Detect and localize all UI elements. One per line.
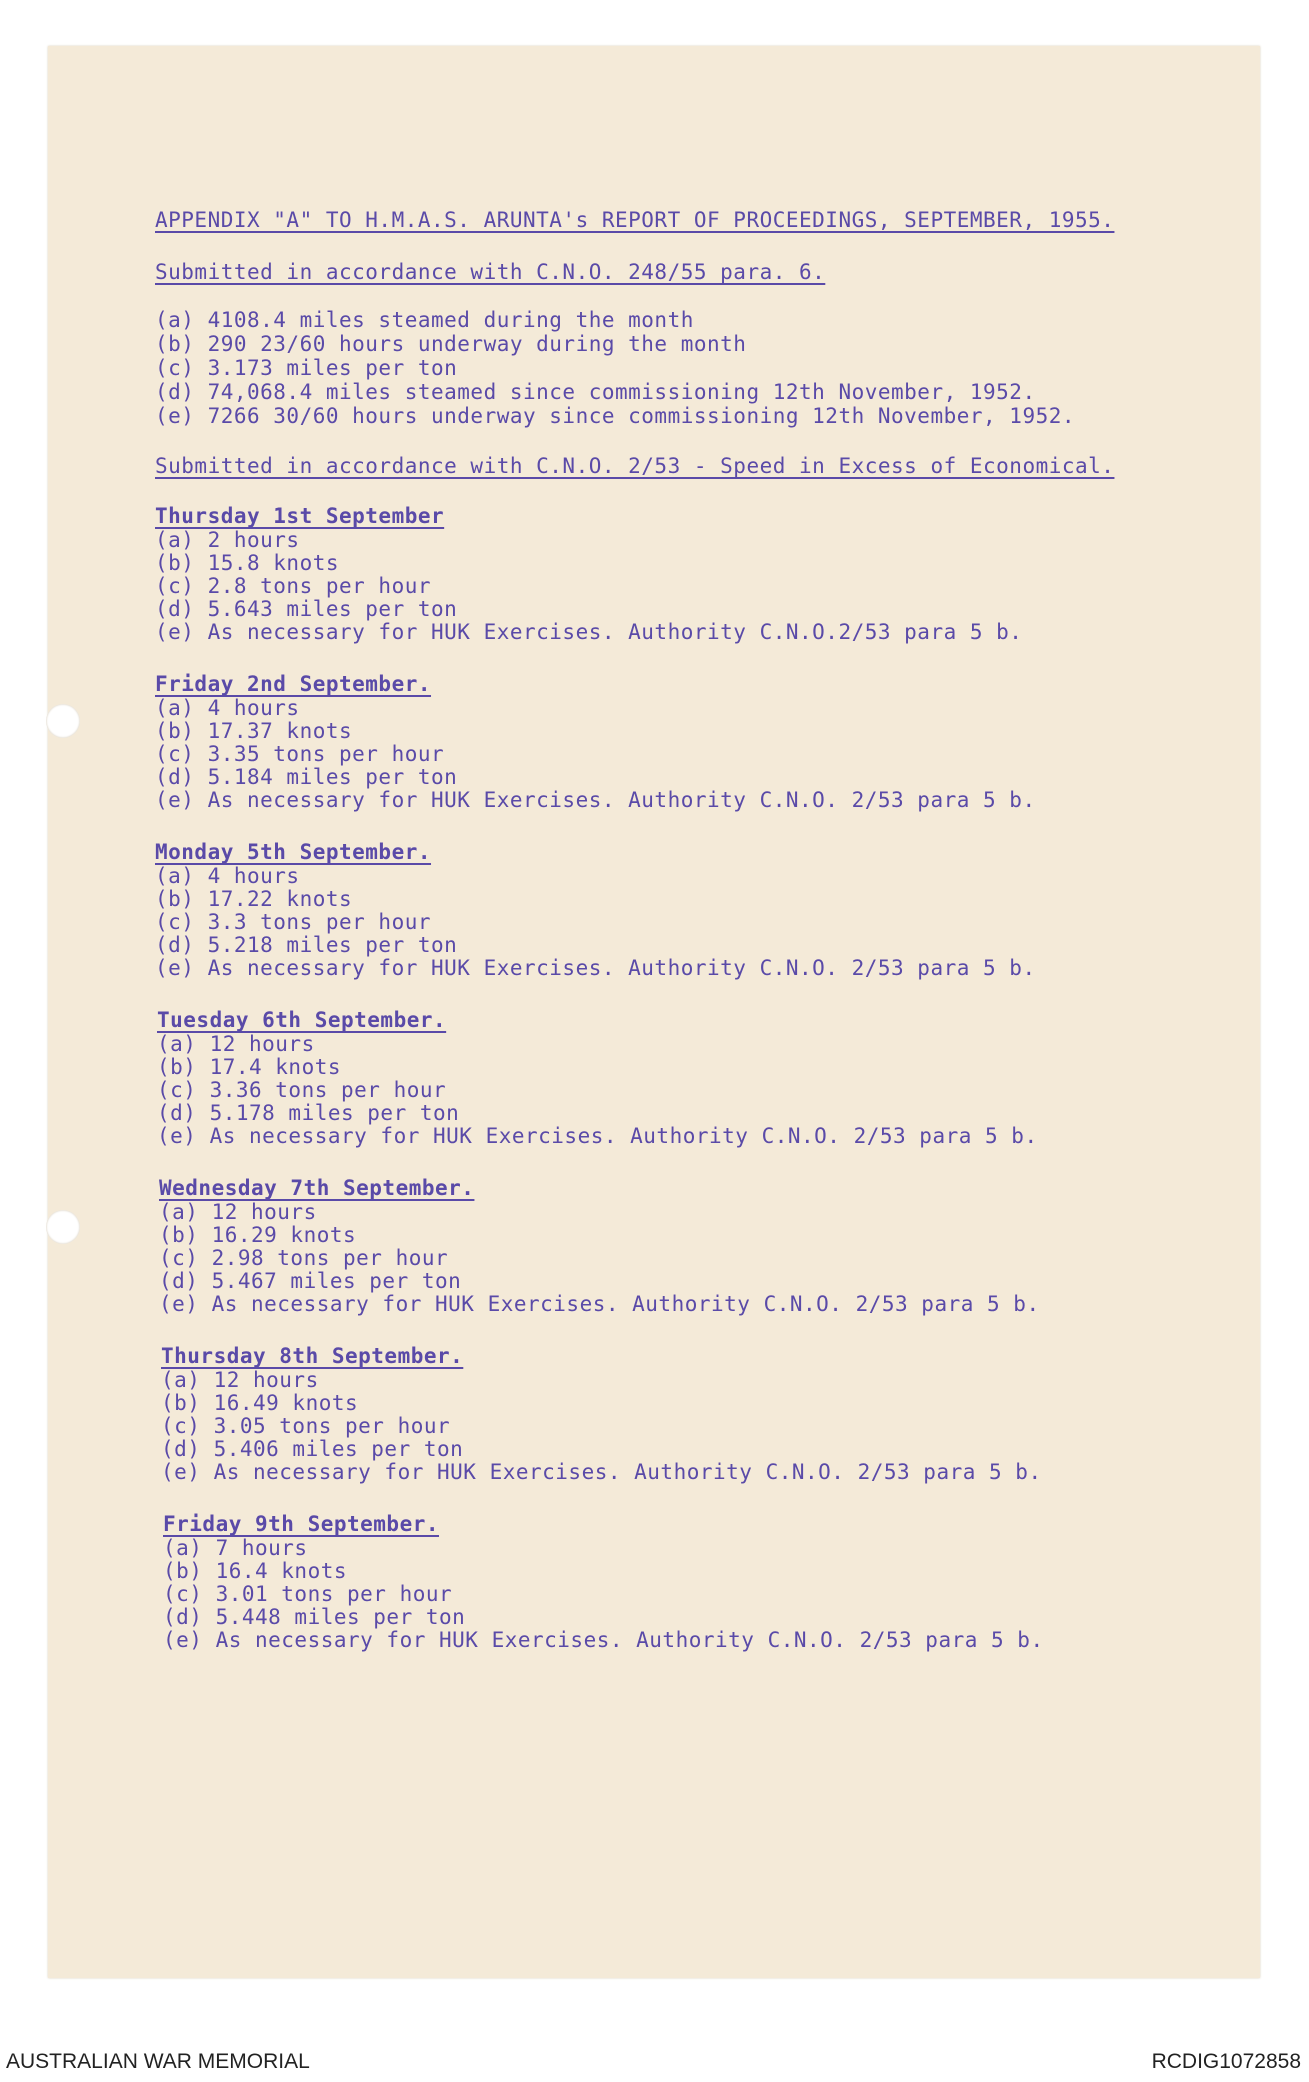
list-item: (d) 5.406 miles per ton (161, 1437, 464, 1461)
list-item: (b) 16.4 knots (163, 1559, 348, 1583)
list-item: (c) 3.36 tons per hour (157, 1078, 447, 1102)
day-heading: Friday 9th September. (163, 1512, 440, 1536)
list-item: (b) 17.22 knots (155, 887, 353, 911)
list-item: (c) 3.3 tons per hour (155, 910, 432, 934)
section-heading-cno-2-53: Submitted in accordance with C.N.O. 2/53 - Speed in Excess of Economical. (155, 454, 1115, 478)
list-item: (d) 74,068.4 miles steamed since commissioning 12th November, 1952. (155, 380, 1036, 404)
list-item: (a) 4 hours (155, 696, 300, 720)
list-item: (a) 2 hours (155, 528, 300, 552)
list-item: (e) 7266 30/60 hours underway since commissioning 12th November, 1952. (155, 404, 1076, 428)
list-item: (a) 7 hours (163, 1536, 308, 1560)
day-heading: Tuesday 6th September. (157, 1008, 447, 1032)
list-item: (e) As necessary for HUK Exercises. Authority C.N.O.2/53 para 5 b. (155, 620, 1023, 644)
list-item: (e) As necessary for HUK Exercises. Authority C.N.O. 2/53 para 5 b. (159, 1292, 1040, 1316)
day-heading: Wednesday 7th September. (159, 1176, 475, 1200)
list-item: (e) As necessary for HUK Exercises. Authority C.N.O. 2/53 para 5 b. (155, 956, 1036, 980)
list-item: (a) 12 hours (161, 1368, 319, 1392)
list-item: (a) 4 hours (155, 864, 300, 888)
day-heading: Friday 2nd September. (155, 672, 432, 696)
list-item: (c) 3.35 tons per hour (155, 742, 445, 766)
list-item: (d) 5.184 miles per ton (155, 765, 458, 789)
list-item: (e) As necessary for HUK Exercises. Authority C.N.O. 2/53 para 5 b. (161, 1460, 1042, 1484)
list-item: (d) 5.643 miles per ton (155, 597, 458, 621)
list-item: (a) 12 hours (159, 1200, 317, 1224)
list-item: (d) 5.218 miles per ton (155, 933, 458, 957)
document-title: APPENDIX "A" TO H.M.A.S. ARUNTA's REPORT OF PROCEEDINGS, SEPTEMBER, 1955. (155, 208, 1115, 232)
document-body (48, 46, 1260, 1978)
day-heading: Monday 5th September. (155, 840, 432, 864)
list-item: (b) 17.4 knots (157, 1055, 342, 1079)
list-item: (e) As necessary for HUK Exercises. Authority C.N.O. 2/53 para 5 b. (163, 1628, 1044, 1652)
list-item: (e) As necessary for HUK Exercises. Authority C.N.O. 2/53 para 5 b. (155, 788, 1036, 812)
list-item: (b) 16.49 knots (161, 1391, 359, 1415)
document-page (48, 46, 1260, 1978)
list-item: (d) 5.448 miles per ton (163, 1605, 466, 1629)
section-heading-cno-248: Submitted in accordance with C.N.O. 248/55 para. 6. (155, 260, 826, 284)
list-item: (e) As necessary for HUK Exercises. Authority C.N.O. 2/53 para 5 b. (157, 1124, 1038, 1148)
list-item: (a) 4108.4 miles steamed during the month (155, 308, 694, 332)
list-item: (d) 5.178 miles per ton (157, 1101, 460, 1125)
list-item: (b) 290 23/60 hours underway during the month (155, 332, 747, 356)
list-item: (c) 3.05 tons per hour (161, 1414, 451, 1438)
list-item: (c) 2.98 tons per hour (159, 1246, 449, 1270)
footer-record-id: RCDIG1072858 (1151, 2050, 1301, 2073)
list-item: (d) 5.467 miles per ton (159, 1269, 462, 1293)
day-heading: Thursday 8th September. (161, 1344, 464, 1368)
list-item: (c) 3.01 tons per hour (163, 1582, 453, 1606)
list-item: (c) 2.8 tons per hour (155, 574, 432, 598)
day-heading: Thursday 1st September (155, 504, 445, 528)
list-item: (a) 12 hours (157, 1032, 315, 1056)
list-item: (b) 17.37 knots (155, 719, 353, 743)
list-item: (b) 16.29 knots (159, 1223, 357, 1247)
footer-institution: AUSTRALIAN WAR MEMORIAL (6, 2050, 310, 2073)
list-item: (c) 3.173 miles per ton (155, 356, 458, 380)
list-item: (b) 15.8 knots (155, 551, 340, 575)
